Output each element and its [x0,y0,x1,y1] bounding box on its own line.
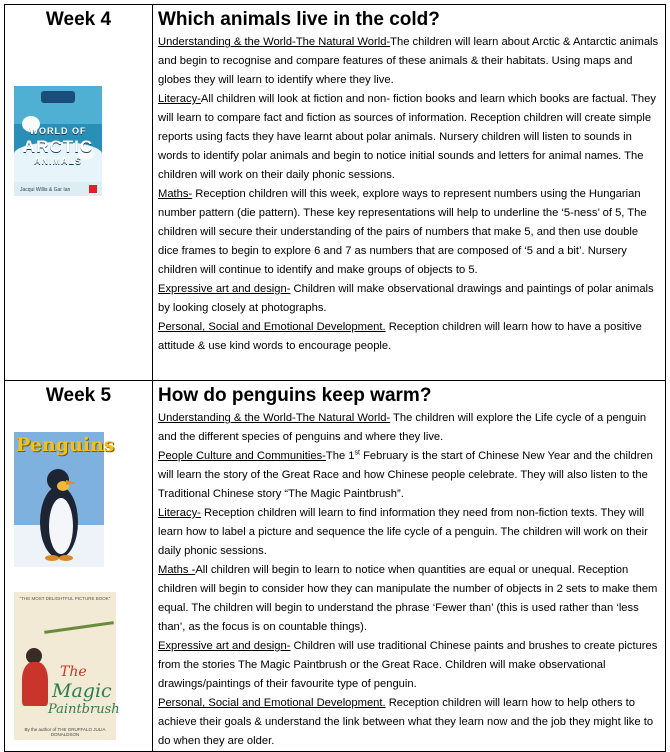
section-expressive-art [158,280,659,318]
cover-author: Jacqui Willis & Gar Ian [20,187,71,193]
branch-illustration [44,621,114,634]
cover-title: Penguins [16,434,115,456]
character-figure [22,662,48,706]
cover-title-paintbrush: Paintbrush [48,702,120,717]
section-people-culture [158,447,659,504]
section-text: Children will make observational drawings and paintings of polar animals by looking closely at photographs. [158,283,654,314]
magic-paintbrush-book-cover [14,592,120,740]
section-heading: Literacy- [158,93,201,105]
section-heading: People Culture and Communities- [158,450,326,462]
section-heading: Understanding & the World-The Natural World- [158,36,391,48]
cover-title-magic: Magic [52,680,112,702]
week-label: Week 5 [45,385,112,406]
section-maths [158,185,659,280]
cover-quote: "THE MOST DELIGHTFUL PICTURE BOOK" [19,596,111,601]
cover-title-small: WORLD OF [29,126,87,136]
section-text: The children will explore the Life cycle of a penguin and the different species of penguins and where they live. [158,412,647,443]
section-heading: Maths - [158,564,196,576]
section-text: Reception children will learn to find information they need from non-fiction texts. They will learn how to label a picture and sequence the life cycle of a penguin. The children will work on their daily phonic sessions. [158,507,648,557]
week-row-4 [5,5,666,381]
publisher-logo-icon [89,185,97,193]
section-text: All children will begin to learn to notice when quantities are equal or unequal. Reception children will begin to consider how they can manipulate the number of objects in 2 sets to make them equal. The children will begin to understand the phrase ‘Fewer than’ (this is used rather than ‘less than’, as the focus is on countable things). [158,564,658,633]
section-text-before-sup: The 1 [325,450,355,462]
section-pse-development [158,694,659,751]
week-content [153,407,665,751]
section-heading: Literacy- [158,507,201,519]
penguin-icon [36,462,82,562]
section-text: February is the start of Chinese New Year and the children will learn the story of the Great Race and how Chinese people celebrate. They will also listen to the Traditional Chinese story “The Magic Paintbrush”. [158,450,653,500]
section-literacy [158,90,659,185]
section-pse-development [158,318,659,356]
cover-title-sub: ANIMALS [34,156,82,166]
section-text: Reception children will this week, explore ways to represent numbers using the Hungarian number pattern (die pattern). These key representations will help to underline the ‘5-ness’ of 5, The children will secure their understanding of the pairs of numbers that make 5, and then use double dice frames to begin to explore 6 and 7 as numbers that are composed of ‘5 and a bit’. Nursery children will continue to identify and make groups of objects to 5. [158,188,647,276]
section-text: Children will use traditional Chinese paints and brushes to create pictures from the stories The Magic Paintbrush or the Great Race. Children will make observational drawings/paintings of their favourite type of penguin. [158,640,658,690]
penguins-book-cover [14,432,115,567]
section-literacy [158,504,659,561]
section-heading: Expressive art and design- [158,283,291,295]
topic-title: Which animals live in the cold? [158,9,440,30]
topic-title: How do penguins keep warm? [158,385,432,406]
cover-title [14,124,102,169]
section-understanding-world [158,33,659,90]
arctic-animals-book-cover [14,86,102,196]
cover-title-main: ARCTIC [22,137,94,156]
section-heading: Maths- [158,188,193,200]
section-text: All children will look at fiction and non- fiction books and learn which books are factual. They will learn to compare fact and fiction as sources of information. Reception children will create simple reports using facts they have learnt about polar animals. Nursery children will listen to sounds in words to identify polar animals and begin to notice initial sounds and letters for animal names. The children will work on their daily phonic sessions. [158,93,656,181]
section-text: The children will learn about Arctic & Antarctic animals and begin to recognise and compare features of these animals & their habitats. Using maps and globes they will learn to identify where they live. [158,36,659,86]
cover-title-the: The [60,664,87,680]
week-content-cell [153,381,666,752]
section-maths [158,561,659,637]
section-heading: Personal, Social and Emotional Development. [158,321,386,333]
week-label: Week 4 [45,9,112,30]
section-text: Reception children will learn how to help others to achieve their goals & understand the link between what they learn now and the job they might like to do when they are older. [158,697,654,747]
series-badge [41,91,75,103]
section-heading: Personal, Social and Emotional Development. [158,697,386,709]
cover-byline: By the author of THE GRUFFALO JULIA DONALDSON [24,727,106,737]
section-text: Reception children will learn how to have a positive attitude & use kind words to encourage people. [158,321,642,352]
ordinal-suffix: st [354,449,360,457]
week-content-cell [153,5,666,381]
week-content [153,31,665,356]
section-heading: Expressive art and design- [158,640,291,652]
section-heading: Understanding & the World-The Natural World- [158,412,391,424]
section-expressive-art [158,637,659,694]
section-understanding-world [158,409,659,447]
